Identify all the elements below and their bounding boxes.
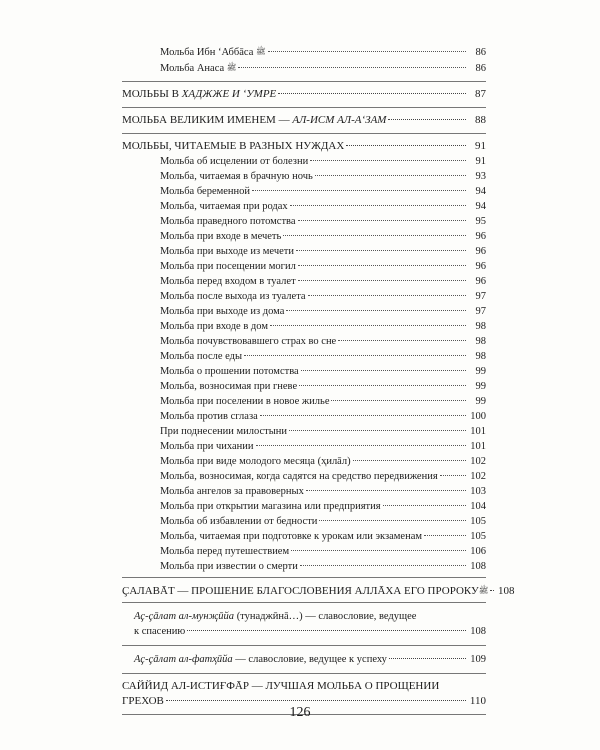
entry-page: 96 xyxy=(475,261,486,272)
toc-entry xyxy=(122,44,486,60)
entry-title: Мольба при входе в дом xyxy=(160,321,268,332)
entry-page: 108 xyxy=(470,561,486,572)
entry-page: 97 xyxy=(475,291,486,302)
toc-entry xyxy=(122,484,486,499)
toc-entry xyxy=(122,409,486,424)
entry-title: Мольба Анаса xyxy=(160,63,225,74)
entry-page: 105 xyxy=(470,531,486,542)
entry-title: Мольба при входе в мечеть xyxy=(160,231,282,242)
entry-page: 94 xyxy=(475,201,486,212)
entry-page: 86 xyxy=(475,63,486,74)
entry-page: 102 xyxy=(470,471,486,482)
toc-section-hajj xyxy=(122,87,486,102)
honorific-mark: ﷺ xyxy=(478,586,489,595)
entry-page: 99 xyxy=(475,396,486,407)
toc-entry xyxy=(122,349,486,364)
entry-title-italic: Аҫ-ҫāлат ал-фатҳӣйа xyxy=(134,654,233,665)
leader-dots xyxy=(310,160,466,161)
entry-page: 98 xyxy=(475,336,486,347)
leader-dots xyxy=(283,235,466,236)
entry-title: При поднесении милостыни xyxy=(160,426,288,437)
toc-entry xyxy=(122,514,486,529)
entry-page: 95 xyxy=(475,216,486,227)
toc-entry xyxy=(122,529,486,544)
toc-entry xyxy=(122,394,486,409)
honorific-mark: ﷺ xyxy=(255,47,266,56)
leader-dots xyxy=(286,310,466,311)
entry-title: Мольба при чихании xyxy=(160,441,254,452)
entry-title: Мольба, читаемая в брачную ночь xyxy=(160,171,313,182)
toc-entry xyxy=(122,184,486,199)
toc-entry xyxy=(122,319,486,334)
toc-entry xyxy=(122,334,486,349)
entry-title: Мольба об избавлении от бедности xyxy=(160,516,318,527)
leader-dots xyxy=(440,475,466,476)
toc-section-great-name xyxy=(122,113,486,128)
entry-page: 101 xyxy=(470,441,486,452)
entry-page: 97 xyxy=(475,306,486,317)
leader-dots xyxy=(296,250,466,251)
toc-entry xyxy=(122,304,486,319)
entry-title: Мольба перед путешествием xyxy=(160,546,290,557)
leader-dots xyxy=(256,445,467,446)
leader-dots xyxy=(270,325,466,326)
entry-title: Мольба при посещении могил xyxy=(160,261,296,272)
toc-entry xyxy=(122,244,486,259)
entry-page: 86 xyxy=(475,47,486,58)
toc-entry xyxy=(122,259,486,274)
entry-title-italic: Аҫ-ҫāлат ал-мунҗӣйа xyxy=(134,611,235,622)
entry-page: 96 xyxy=(475,231,486,242)
entry-title: Мольба при выходе из дома xyxy=(160,306,285,317)
leader-dots xyxy=(252,190,466,191)
leader-dots xyxy=(291,550,466,551)
entry-page: 98 xyxy=(475,321,486,332)
leader-dots xyxy=(290,205,466,206)
leader-dots xyxy=(300,565,466,566)
leader-dots xyxy=(338,340,466,341)
entry-page: 106 xyxy=(470,546,486,557)
entry-page: 103 xyxy=(470,486,486,497)
entry-title: Мольба при виде молодого месяца (ҳилāл) xyxy=(160,456,351,467)
entry-page: 94 xyxy=(475,186,486,197)
leader-dots xyxy=(238,67,466,68)
leader-dots xyxy=(278,93,466,94)
entry-title: Мольба ангелов за правоверных xyxy=(160,486,304,497)
leader-dots xyxy=(389,658,466,659)
entry-title: Мольба об исцелении от болезни xyxy=(160,156,309,167)
entry-page: 101 xyxy=(470,426,486,437)
section-page: 87 xyxy=(475,88,486,100)
toc-section-needs xyxy=(122,139,486,154)
section-page: 88 xyxy=(475,114,486,126)
toc-entry xyxy=(122,439,486,454)
entry-page: 100 xyxy=(470,411,486,422)
salawat-entry xyxy=(122,603,486,645)
section-title-italic: АЛ-ИСМ АЛ-АʻЗАМ xyxy=(292,114,387,126)
leader-dots xyxy=(187,630,466,631)
entry-title: Мольба при поселении в новое жилье xyxy=(160,396,330,407)
section-title: ҪАЛАВĀТ — ПРОШЕНИЕ БЛАГОСЛОВЕНИЯ АЛЛĀХА ЕГО ПРОРОКУ xyxy=(122,585,479,597)
table-of-contents xyxy=(122,44,515,715)
entry-title: Мольба, читаемая при родах xyxy=(160,201,288,212)
entry-title: Мольба против сглаза xyxy=(160,411,258,422)
entry-title: Мольба о прошении потомства xyxy=(160,366,299,377)
toc-entry xyxy=(122,199,486,214)
entry-page: 102 xyxy=(470,456,486,467)
entry-page: 104 xyxy=(470,501,486,512)
toc-entry xyxy=(122,424,486,439)
entry-page: 108 xyxy=(470,626,486,637)
toc-entry xyxy=(122,379,486,394)
toc-entry xyxy=(122,364,486,379)
leader-dots xyxy=(301,370,466,371)
entry-title: Мольба беременной xyxy=(160,186,251,197)
leader-dots xyxy=(244,355,466,356)
entry-title: Мольба почувствовавшего страх во сне xyxy=(160,336,337,347)
leader-dots xyxy=(319,520,466,521)
entry-title: Мольба, возносимая при гневе xyxy=(160,381,298,392)
leader-dots xyxy=(166,700,466,701)
entry-page: 99 xyxy=(475,381,486,392)
leader-dots xyxy=(298,265,466,266)
toc-entry xyxy=(122,454,486,469)
salawat-entry xyxy=(122,646,486,673)
entry-page: 99 xyxy=(475,366,486,377)
honorific-mark: ﷺ xyxy=(226,63,237,72)
leader-dots xyxy=(315,175,466,176)
section-title-cont: ГРЕХОВ xyxy=(122,695,164,707)
entry-title: — славословие, ведущее к успеху xyxy=(232,654,387,665)
entry-title-cont: к спасению xyxy=(134,626,186,637)
leader-dots xyxy=(308,295,466,296)
entry-page: 105 xyxy=(470,516,486,527)
entry-title: Мольба при открытии магазина или предприятия xyxy=(160,501,381,512)
needs-entry-list xyxy=(122,154,486,574)
entry-title: Мольба после еды xyxy=(160,351,243,362)
leader-dots xyxy=(331,400,466,401)
toc-entry xyxy=(122,214,486,229)
toc-entry xyxy=(122,559,486,574)
entry-title: Мольба после выхода из туалета xyxy=(160,291,306,302)
toc-entry xyxy=(122,274,486,289)
toc-entry xyxy=(122,544,486,559)
toc-entry xyxy=(122,289,486,304)
toc-entry xyxy=(122,169,486,184)
entry-page: 109 xyxy=(470,654,486,665)
entry-title: Мольба праведного потомства xyxy=(160,216,296,227)
toc-entry xyxy=(122,499,486,514)
leader-dots xyxy=(298,220,466,221)
section-title: МОЛЬБЫ, ЧИТАЕМЫЕ В РАЗНЫХ НУЖДАХ xyxy=(122,140,345,152)
section-page: 91 xyxy=(475,140,486,152)
leader-dots xyxy=(268,51,466,52)
entry-page: 93 xyxy=(475,171,486,182)
section-page: 108 xyxy=(497,585,515,597)
entry-title: Мольба при выходе из мечети xyxy=(160,246,294,257)
entry-title: (тунаджӣнā…) — славословие, ведущее xyxy=(234,611,417,622)
toc-section-salawat xyxy=(122,583,515,599)
leader-dots xyxy=(289,430,466,431)
leader-dots xyxy=(383,505,466,506)
leader-dots xyxy=(306,490,466,491)
section-title: САЙЙИД АЛ-ИСТИҒФĀР — ЛУЧШАЯ МОЛЬБА О ПРОЩЕНИИ xyxy=(122,680,440,692)
page-number: 126 xyxy=(289,705,311,720)
leader-dots xyxy=(353,460,466,461)
entry-page: 96 xyxy=(475,276,486,287)
leader-dots xyxy=(346,145,466,146)
toc-entry xyxy=(122,154,486,169)
entry-title: Мольба Ибн ʻАббāса xyxy=(160,47,254,58)
leader-dots xyxy=(298,280,466,281)
section-page: 110 xyxy=(469,695,486,707)
leader-dots xyxy=(424,535,466,536)
leader-dots xyxy=(299,385,466,386)
entry-page: 98 xyxy=(475,351,486,362)
entry-page: 91 xyxy=(475,156,486,167)
section-title: МОЛЬБА ВЕЛИКИМ ИМЕНЕМ — xyxy=(122,114,293,126)
leader-dots xyxy=(260,415,466,416)
entry-title: Мольба перед входом в туалет xyxy=(160,276,296,287)
toc-entry xyxy=(122,469,486,484)
section-title: МОЛЬБЫ В xyxy=(122,88,182,100)
entry-title: Мольба при известии о смерти xyxy=(160,561,298,572)
toc-entry xyxy=(122,60,486,76)
entry-title: Мольба, читаемая при подготовке к урокам или экзаменам xyxy=(160,531,423,542)
leader-dots xyxy=(490,590,494,591)
section-title-italic: ХАДЖЖЕ И ʻУМРЕ xyxy=(181,88,277,100)
toc-entry xyxy=(122,229,486,244)
entry-title: Мольба, возносимая, когда садятся на средство передвижения xyxy=(160,471,438,482)
entry-page: 96 xyxy=(475,246,486,257)
leader-dots xyxy=(388,119,466,120)
